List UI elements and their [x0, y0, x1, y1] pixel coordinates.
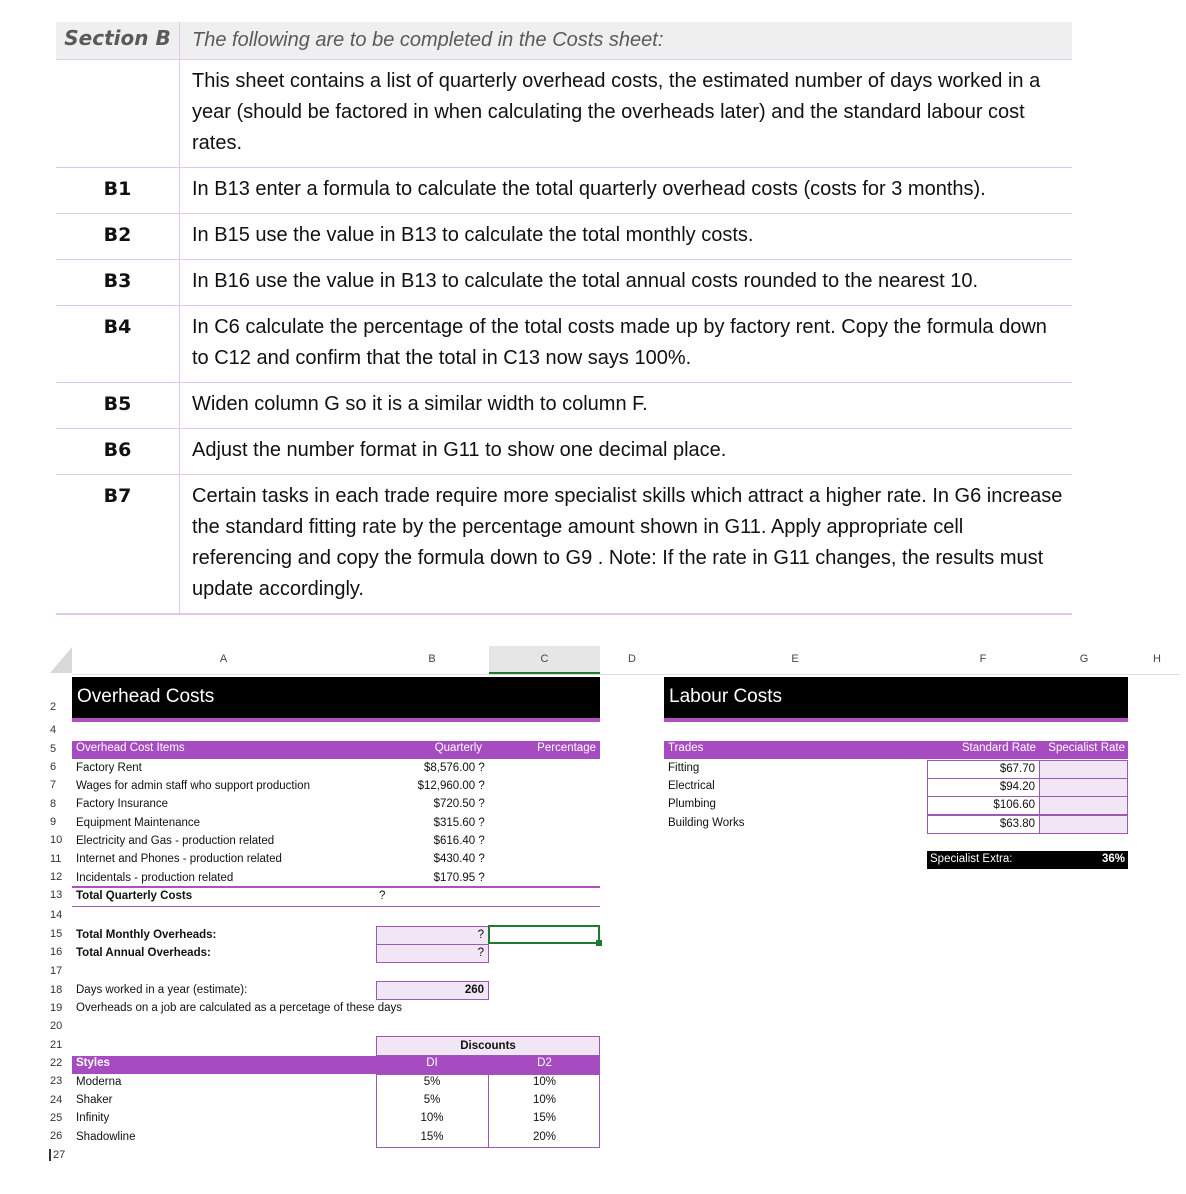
- specialist-rate-header[interactable]: Specialist Rate: [1048, 742, 1125, 754]
- overhead-item-name[interactable]: Factory Insurance: [76, 798, 169, 810]
- overhead-costs-title: Overhead Costs: [72, 677, 600, 722]
- trade-name[interactable]: Building Works: [668, 817, 745, 829]
- total-quarterly-value[interactable]: ?: [379, 890, 386, 902]
- trade-standard-rate[interactable]: $63.80: [927, 815, 1040, 834]
- standard-rate-header[interactable]: Standard Rate: [961, 742, 1036, 754]
- column-header-e[interactable]: E: [791, 653, 799, 665]
- labour-costs-title: Labour Costs: [664, 677, 1128, 722]
- column-header-g[interactable]: G: [1079, 653, 1089, 665]
- row-number[interactable]: 11: [50, 853, 62, 865]
- instruction-text: In B16 use the value in B13 to calculate the total annual costs rounded to the nearest 10.: [192, 270, 979, 292]
- style-name[interactable]: Infinity: [76, 1112, 110, 1124]
- specialist-extra-value[interactable]: 36%: [1101, 853, 1125, 865]
- divider: [72, 886, 600, 888]
- row-number[interactable]: 13: [50, 889, 63, 901]
- row-number[interactable]: 14: [50, 909, 63, 921]
- quarterly-header[interactable]: Quarterly: [434, 742, 482, 754]
- instruction-text: In C6 calculate the percentage of the total costs made up by factory rent. Copy the formula down to C12 and confirm that the total in C13 now says 100%.: [192, 316, 1047, 369]
- row-number[interactable]: 23: [50, 1075, 63, 1087]
- trade-specialist-rate[interactable]: [1039, 796, 1128, 815]
- selected-cell-c15[interactable]: [488, 925, 600, 944]
- column-header-c[interactable]: C: [489, 646, 600, 674]
- divider: [72, 906, 600, 907]
- row-number[interactable]: 16: [50, 946, 63, 958]
- discounts-title[interactable]: Discounts: [376, 1036, 600, 1056]
- row-number[interactable]: 17: [50, 965, 63, 977]
- instructions-header: The following are to be completed in the Costs sheet:: [192, 29, 664, 51]
- trade-standard-rate[interactable]: $106.60: [927, 796, 1040, 815]
- instructions-intro: This sheet contains a list of quarterly overhead costs, the estimated number of days worked in a year (should be factored in when calculating the overheads later) and the standard labour cost rates.: [192, 70, 1041, 154]
- row-number[interactable]: 25: [50, 1112, 63, 1124]
- days-worked-label[interactable]: Days worked in a year (estimate):: [76, 984, 248, 996]
- fill-handle[interactable]: [596, 940, 602, 946]
- instruction-code: B6: [56, 429, 180, 474]
- overhead-item-name[interactable]: Wages for admin staff who support production: [76, 780, 310, 792]
- column-header-b[interactable]: B: [428, 653, 436, 665]
- d1-header[interactable]: DI: [426, 1057, 438, 1069]
- row-number[interactable]: 24: [50, 1094, 63, 1106]
- overhead-items-header[interactable]: Overhead Cost Items: [76, 742, 185, 754]
- instruction-row: [56, 260, 1072, 306]
- overhead-item-value[interactable]: $616.40 ?: [433, 835, 485, 847]
- style-name[interactable]: Shadowline: [76, 1131, 136, 1143]
- row-number[interactable]: 21: [50, 1039, 63, 1051]
- style-d1[interactable]: 5%: [423, 1076, 441, 1088]
- row-number[interactable]: 22: [50, 1057, 63, 1069]
- instruction-row: [56, 429, 1072, 475]
- instructions-table: [56, 22, 1072, 615]
- instructions-header-row: [56, 22, 1072, 60]
- overhead-item-value[interactable]: $170.95 ?: [433, 872, 485, 884]
- style-name[interactable]: Moderna: [76, 1076, 122, 1088]
- row-number[interactable]: 4: [50, 724, 57, 736]
- row-number[interactable]: 8: [50, 798, 57, 810]
- instruction-row: [56, 475, 1072, 615]
- column-header-d[interactable]: D: [628, 653, 636, 665]
- instruction-code: B4: [56, 306, 180, 382]
- trade-specialist-rate[interactable]: [1039, 815, 1128, 834]
- d2-header[interactable]: D2: [537, 1057, 552, 1069]
- specialist-extra-label[interactable]: Specialist Extra:: [930, 853, 1013, 865]
- days-worked-value[interactable]: 260: [376, 981, 489, 1000]
- trade-name[interactable]: Electrical: [668, 780, 715, 792]
- overhead-item-value[interactable]: $8,576.00 ?: [424, 762, 485, 774]
- instruction-row: [56, 383, 1072, 429]
- trades-header[interactable]: Trades: [668, 742, 704, 754]
- instruction-code: B1: [56, 168, 180, 213]
- instruction-text: In B13 enter a formula to calculate the total quarterly overhead costs (costs for 3 months).: [192, 178, 986, 200]
- overhead-item-name[interactable]: Incidentals - production related: [76, 872, 234, 884]
- instruction-code: B5: [56, 383, 180, 428]
- style-d2[interactable]: 10%: [532, 1076, 557, 1088]
- row-number[interactable]: 7: [50, 779, 57, 791]
- style-d2[interactable]: 15%: [532, 1112, 557, 1124]
- total-monthly-label[interactable]: Total Monthly Overheads:: [76, 929, 217, 941]
- style-d2[interactable]: 10%: [532, 1094, 557, 1106]
- style-d1[interactable]: 15%: [420, 1131, 444, 1143]
- trade-specialist-rate[interactable]: [1039, 778, 1128, 797]
- total-quarterly-label[interactable]: Total Quarterly Costs: [76, 890, 193, 902]
- overhead-item-value[interactable]: $430.40 ?: [433, 853, 485, 865]
- instruction-code: B3: [56, 260, 180, 305]
- instruction-code: B2: [56, 214, 180, 259]
- row-number[interactable]: 6: [50, 761, 57, 773]
- instruction-text: Widen column G so it is a similar width to column F.: [192, 393, 648, 415]
- overhead-item-value[interactable]: $720.50 ?: [433, 798, 485, 810]
- instructions-intro-row: [56, 60, 1072, 168]
- instruction-code: B7: [56, 475, 180, 613]
- row-number[interactable]: 10: [50, 834, 63, 846]
- column-header-f[interactable]: F: [979, 653, 987, 665]
- overhead-item-name[interactable]: Factory Rent: [76, 762, 142, 774]
- overhead-item-value[interactable]: $12,960.00 ?: [417, 780, 485, 792]
- styles-header[interactable]: Styles: [76, 1057, 110, 1069]
- trade-name[interactable]: Fitting: [668, 762, 700, 774]
- row-number[interactable]: 12: [50, 871, 63, 883]
- style-name[interactable]: Shaker: [76, 1094, 113, 1106]
- row-number[interactable]: 18: [50, 984, 63, 996]
- instruction-row: [56, 306, 1072, 383]
- row-number[interactable]: 20: [50, 1020, 63, 1032]
- row-number[interactable]: 9: [50, 816, 57, 828]
- row-number[interactable]: 27: [49, 1149, 65, 1161]
- overhead-note[interactable]: Overheads on a job are calculated as a percetage of these days: [76, 1002, 403, 1014]
- instruction-text: Adjust the number format in G11 to show one decimal place.: [192, 439, 727, 461]
- total-annual-label[interactable]: Total Annual Overheads:: [76, 947, 211, 959]
- select-all-corner[interactable]: [50, 647, 72, 673]
- row-number[interactable]: 2: [50, 701, 57, 713]
- column-header-h[interactable]: H: [1153, 653, 1161, 665]
- instruction-text: In B15 use the value in B13 to calculate the total monthly costs.: [192, 224, 754, 246]
- trade-standard-rate[interactable]: $94.20: [927, 778, 1040, 797]
- overhead-item-value[interactable]: $315.60 ?: [433, 817, 485, 829]
- total-monthly-value[interactable]: ?: [376, 926, 489, 945]
- total-annual-value[interactable]: ?: [376, 944, 489, 963]
- row-number[interactable]: 5: [50, 743, 57, 755]
- style-d1[interactable]: 10%: [420, 1112, 444, 1124]
- style-d1[interactable]: 5%: [423, 1094, 441, 1106]
- trade-standard-rate[interactable]: $67.70: [927, 760, 1040, 779]
- style-d2[interactable]: 20%: [532, 1131, 557, 1143]
- instruction-text: Certain tasks in each trade require more specialist skills which attract a higher rate. In G6 increase the standard fitting rate by the percentage amount shown in G11. Apply appropriate cell referencing and copy the formula down to G9 . Note: If the rate in G11 changes, the results must update accordingly.: [192, 485, 1063, 600]
- section-label: Section B: [56, 22, 180, 59]
- row-number[interactable]: 19: [50, 1002, 63, 1014]
- trade-specialist-rate[interactable]: [1039, 760, 1128, 779]
- row-number[interactable]: 26: [50, 1130, 63, 1142]
- instruction-row: [56, 168, 1072, 214]
- overhead-item-name[interactable]: Equipment Maintenance: [76, 817, 201, 829]
- overhead-item-name[interactable]: Internet and Phones - production related: [76, 853, 282, 865]
- instruction-row: [56, 214, 1072, 260]
- overhead-item-name[interactable]: Electricity and Gas - production related: [76, 835, 275, 847]
- trade-name[interactable]: Plumbing: [668, 798, 716, 810]
- column-header-a[interactable]: A: [219, 653, 228, 665]
- percentage-header[interactable]: Percentage: [537, 742, 596, 754]
- row-number[interactable]: 15: [50, 928, 63, 940]
